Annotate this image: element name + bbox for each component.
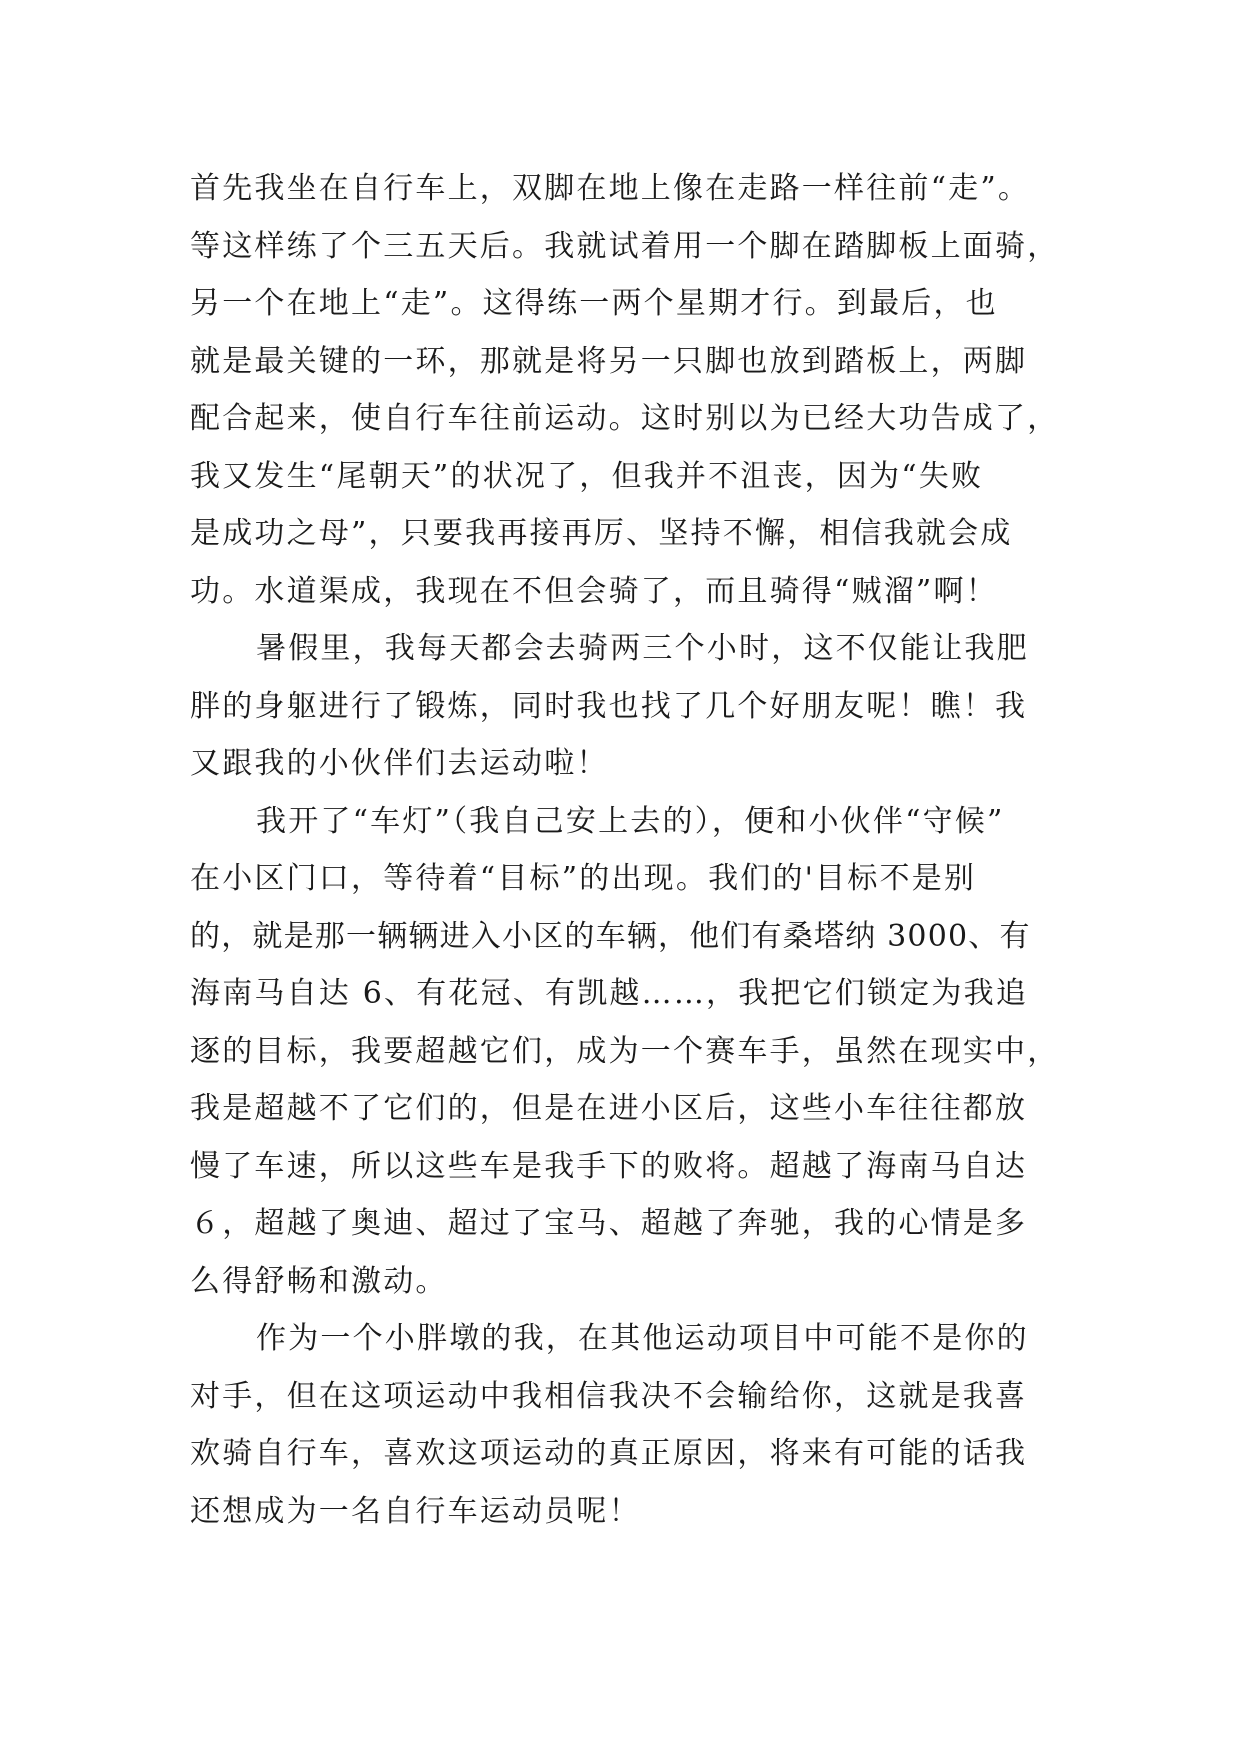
text-line: 欢骑自行车，喜欢这项运动的真正原因，将来有可能的话我 — [190, 1436, 1028, 1471]
text-line: 等这样练了个三五天后。我就试着用一个脚在踏脚板上面骑， — [190, 228, 1060, 264]
text-line: 慢了车速，所以这些车是我手下的败将。超越了海南马自达 — [190, 1148, 1028, 1184]
text-line: 么得舒畅和激动。 — [190, 1263, 448, 1299]
paragraph-first-line: 暑假里，我每天都会去骑两三个小时，这不仅能让我肥 — [256, 631, 1029, 666]
text-line: 海南马自达 6、有花冠、有凯越……，我把它们锁定为我追 — [190, 976, 1029, 1011]
text-line: 就是最关键的一环，那就是将另一只脚也放到踏板上，两脚 — [190, 343, 1028, 379]
text-line: 还想成为一名自行车运动员呢！ — [190, 1493, 641, 1529]
text-line: 功。水道渠成，我现在不但会骑了，而且骑得“贼溜”啊！ — [190, 573, 998, 609]
text-line: 在小区门口，等待着“目标”的出现。我们的'目标不是别 — [190, 861, 977, 896]
text-line: ６，超越了奥迪、超过了宝马、超越了奔驰，我的心情是多 — [190, 1206, 1028, 1241]
text-line: 我是超越不了它们的，但是在进小区后，这些小车往往都放 — [190, 1091, 1028, 1126]
text-line: 配合起来，使自行车往前运动。这时别以为已经大功告成了， — [190, 401, 1060, 436]
text-line: 首先我坐在自行车上，双脚在地上像在走路一样往前“走”。 — [190, 171, 1031, 206]
text-line: 胖的身躯进行了锻炼，同时我也找了几个好朋友呢！瞧！我 — [190, 688, 1028, 724]
text-line: 逐的目标，我要超越它们，成为一个赛车手，虽然在现实中， — [190, 1033, 1060, 1069]
text-line: 又跟我的小伙伴们去运动啦！ — [190, 746, 609, 781]
text-line: 对手，但在这项运动中我相信我决不会输给你，这就是我喜 — [190, 1378, 1028, 1414]
document-body — [190, 160, 1090, 1540]
paragraph-first-line: 作为一个小胖墩的我，在其他运动项目中可能不是你的 — [256, 1321, 1029, 1356]
paragraph-first-line: 我开了“车灯”（我自己安上去的），便和小伙伴“守候” — [256, 803, 1005, 839]
text-line: 另一个在地上“走”。这得练一两个星期才行。到最后，也 — [190, 286, 998, 321]
text-line: 是成功之母”，只要我再接再厉、坚持不懈，相信我就会成 — [190, 516, 1013, 551]
text-line: 我又发生“尾朝天”的状况了，但我并不沮丧，因为“失败 — [190, 458, 984, 494]
text-line: 的，就是那一辆辆进入小区的车辆，他们有桑塔纳 3000、有 — [190, 918, 1031, 954]
